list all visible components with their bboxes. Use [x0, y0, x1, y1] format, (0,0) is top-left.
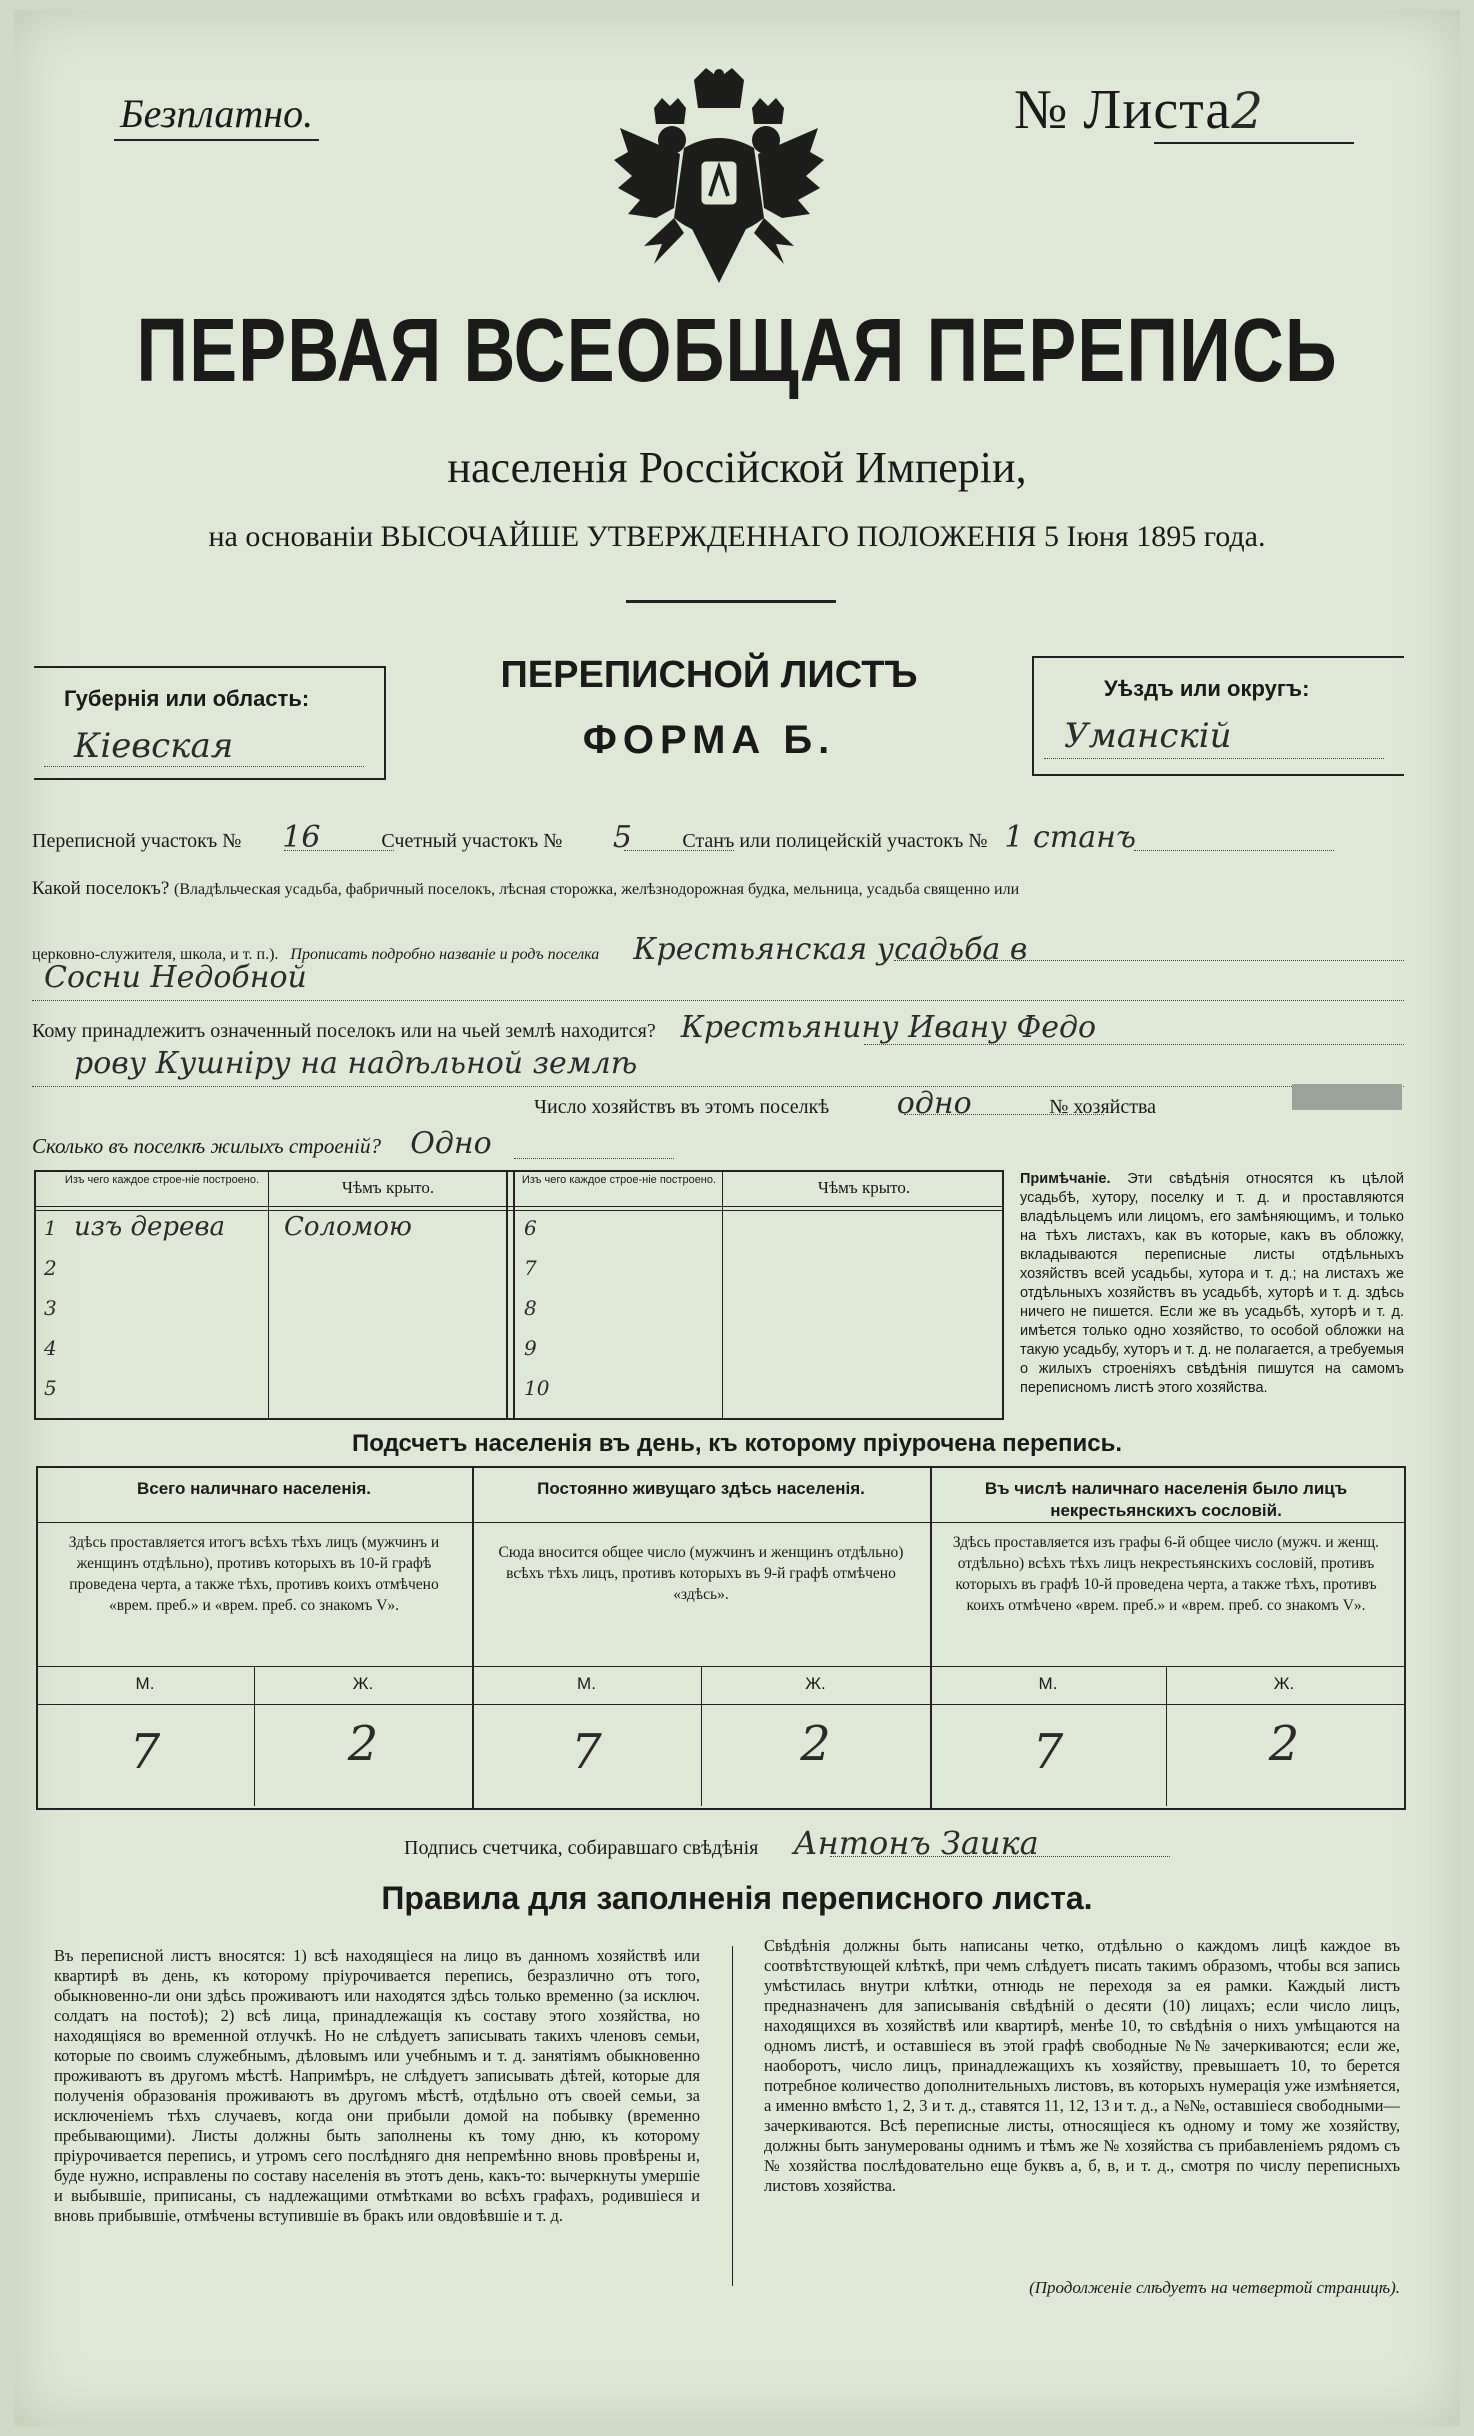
buildings-line [514, 1158, 674, 1159]
count-title: Подсчетъ населенія въ день, къ которому пріурочена перепись. [352, 1430, 1122, 1457]
building-row-number: 2 [44, 1256, 57, 1280]
rules-title: Правила для заполненія переписного листа. [381, 1880, 1093, 1916]
sheet-number-underline [1154, 142, 1354, 144]
households-row [534, 1086, 1414, 1121]
owner-row [32, 1010, 1432, 1045]
count-m-value: 7 [129, 1724, 161, 1780]
building-row-number: 6 [524, 1216, 537, 1240]
building-row-roof: Соломою [284, 1212, 412, 1242]
household-number-box [1292, 1084, 1402, 1110]
form-name: ПЕРЕПИСНОЙ ЛИСТЪ [500, 654, 918, 696]
settlement-instruction: Прописать подробно названіе и родъ поселка [290, 946, 600, 963]
count-col-header: Всего наличнаго населенія. [137, 1479, 371, 1498]
buildings-col-material-2: Изъ чего каждое строе-ніе построено. [521, 1174, 717, 1186]
building-row-material: изъ дерева [74, 1212, 226, 1242]
rules-continued: (Продолженіе слѣдуетъ на четвертой страницѣ). [1029, 2278, 1400, 2297]
households-label: Число хозяйствъ въ этомъ поселкѣ [534, 1096, 830, 1118]
free-label: Безплатно. [114, 90, 319, 141]
building-row-number: 10 [524, 1376, 550, 1400]
count-f-value: 2 [800, 1716, 831, 1772]
header-divider [626, 600, 836, 603]
counting-district-label: Счетный участокъ № [381, 830, 563, 852]
count-f-value: 2 [347, 1716, 379, 1772]
settlement-value-2: Сосни Недобной [44, 960, 307, 995]
buildings-header-line [34, 1206, 1002, 1207]
settlement-line-2 [32, 1000, 1404, 1001]
count-m-value: 7 [1032, 1724, 1064, 1780]
field-line-1 [284, 850, 394, 851]
census-district-value: 16 [282, 820, 321, 855]
count-f-label: Ж. [352, 1674, 374, 1693]
count-m-label: М. [577, 1674, 596, 1693]
settlement-row [32, 878, 1432, 900]
settlement-value-1: Крестьянская усадьба в [633, 932, 1028, 967]
signature-value: Антонъ Заика [793, 1824, 1039, 1862]
field-line-2 [624, 850, 734, 851]
count-mf-line-top [36, 1666, 1404, 1667]
households-value: одно [896, 1086, 972, 1121]
count-header-line [36, 1522, 1404, 1523]
basis-line: на основаніи ВЫСОЧАЙШЕ УТВЕРЖДЕННАГО ПОЛОЖЕНІЯ 5 Іюня 1895 года. [208, 520, 1266, 553]
building-row-number: 9 [524, 1336, 537, 1360]
owner-line-1 [864, 1044, 1404, 1045]
buildings-divider-mid-a [506, 1170, 508, 1418]
signature-label: Подпись счетчика, собиравшаго свѣдѣнія [404, 1837, 759, 1859]
building-row-number: 7 [524, 1256, 537, 1280]
buildings-table [34, 1170, 1004, 1420]
count-f-value: 2 [1268, 1716, 1300, 1772]
stan-value: 1 станъ [1004, 820, 1136, 855]
settlement-line-1 [894, 960, 1404, 961]
page-subtitle: населенія Россійской Имперіи, [447, 443, 1027, 492]
uezd-line [1044, 758, 1384, 759]
count-col-header: Въ числѣ наличнаго населенія было лицъ некрестьянскихъ сословій. [984, 1479, 1348, 1520]
gubernia-line [44, 766, 364, 767]
households-line [904, 1114, 1104, 1115]
buildings-value: Одно [410, 1126, 492, 1161]
sheet-number-text: № Листа [1014, 79, 1232, 141]
buildings-divider-1 [268, 1170, 269, 1418]
building-row-number: 3 [44, 1296, 57, 1320]
count-mf-line-mid [36, 1704, 1404, 1705]
sheet-number-value: 2 [1231, 82, 1265, 140]
buildings-header-line-2 [34, 1210, 1002, 1211]
stan-label: Станъ или полицейскій участокъ № [682, 830, 988, 852]
count-m-value: 7 [571, 1724, 602, 1780]
count-col-header: Постоянно живущаго здѣсь населенія. [537, 1479, 865, 1498]
buildings-question: Сколько въ поселкѣ жилыхъ строеній? [32, 1134, 381, 1158]
buildings-divider-2 [722, 1170, 723, 1418]
uezd-label: Уѣздъ или округъ: [1104, 676, 1310, 701]
count-col-desc: Здѣсь проставляется изъ графы 6-й общее число (мужч. и женщ. отдѣльно) всѣхъ тѣхъ лицъ некрестьянскихъ сословій, противъ которыхъ въ графѣ 10-й проведена черта, а также тѣхъ, противъ коихъ отмѣчено «врем. преб.» и «врем. преб. со знакомъ V». [952, 1534, 1380, 1614]
rules-left: Въ переписной листъ вносятся: 1) всѣ находящіеся на лицо въ данномъ хозяйствѣ или квартирѣ въ день, къ которому пріурочивается перепись, безразлично отъ того, обыкновенно-ли они здѣсь проживаютъ или находятся здѣсь только временно (за исключ. солдатъ на постоѣ); 2) всѣ лица, принадлежащія къ составу этого хозяйства, но находящіяся во временной отлучкѣ. Но не слѣдуетъ записывать такихъ членовъ семьи, которые по своимъ служебнымъ, дѣловымъ или учебнымъ и т. д. занятіямъ обыкновенно проживаютъ въ другомъ мѣстѣ. Напримѣръ, не слѣдуетъ записывать дѣтей, которые для полученія образованія проживаютъ въ другомъ мѣстѣ, отдѣльно отъ своей семьи, за исключеніемъ тѣхъ случаевъ, когда они прибыли домой на побывку (временно пребывающими). Листы должны быть заполнены къ тому дню, къ которому пріурочивается перепись, и утромъ сего послѣдняго дня непремѣнно вновь провѣрены и, буде нужно, исправлены по составу населенія въ этотъ день, какъ-то: вычеркнуты умершіе и выбывшіе, приписаны, съ надлежащими отмѣтками во всѣхъ графахъ, родившіеся и вновь прибывшіе, отмѣчены вступившіе въ бракъ или овдовѣвшіе и т. д. [54, 1946, 700, 2225]
building-row-number: 5 [44, 1376, 57, 1400]
settlement-question: Какой поселокъ? [32, 878, 170, 899]
page-title: ПЕРВАЯ ВСЕОБЩАЯ ПЕРЕПИСЬ [136, 301, 1338, 401]
gubernia-label: Губернія или область: [64, 686, 310, 711]
owner-value-2: рову Кушніру на надѣльной землѣ [74, 1046, 638, 1081]
count-mf-divider [1166, 1666, 1167, 1806]
count-mf-divider [701, 1666, 702, 1806]
buildings-divider-mid-b [513, 1170, 515, 1418]
rules-divider [732, 1946, 733, 2286]
gubernia-value: Кіевская [74, 726, 234, 766]
buildings-row [32, 1126, 492, 1161]
note-text: Эти свѣдѣнія относятся къ цѣлой усадьбѣ, хутору, поселку и т. д. и проставляются владѣльцемъ или лицомъ, его замѣняющимъ, и только на тѣхъ листахъ, как въ которые, какъ въ обложку, вкладываются переписные листы отдѣльныхъ хозяйствъ всей усадьбы, хутора и т. д.; на листахъ же отдѣльныхъ хозяйствъ въ усадьбѣ, хуторѣ и т. д. здѣсь ничего не пишется. Если же въ усадьбѣ, хуторѣ и т. д. имѣется только одно хозяйство, то особой обложки на такую усадьбу, хуторъ и т. д. не полагается, а требуемыя о жилыхъ строеніяхъ свѣдѣнія пишутся на самомъ переписномъ листѣ этого хозяйства. [1020, 1171, 1404, 1396]
uezd-value: Уманскій [1064, 716, 1232, 756]
buildings-col-roof-2: Чѣмъ крыто. [817, 1178, 911, 1197]
count-col-desc: Сюда вносится общее число (мужчинъ и женщинъ отдѣльно) всѣхъ тѣхъ лицъ, противъ которыхъ въ 9-й графѣ отмѣчено «здѣсь». [498, 1544, 904, 1603]
settlement-hint-2: церковно-служителя, школа, и т. п.). [32, 946, 279, 963]
owner-value-1: Крестьянину Ивану Федо [680, 1010, 1097, 1045]
settlement-hint: (Владѣльческая усадьба, фабричный поселокъ, лѣсная сторожка, желѣзнодорожная будка, мельница, усадьба священно или [174, 881, 1020, 898]
counting-district-value: 5 [612, 820, 632, 855]
buildings-col-material: Изъ чего каждое строе-ніе построено. [64, 1174, 260, 1186]
buildings-note [1020, 1170, 1404, 1398]
building-row-number: 8 [524, 1296, 537, 1320]
field-line-3 [1134, 850, 1334, 851]
sheet-number-label [1014, 78, 1264, 142]
rules-right: Свѣдѣнія должны быть написаны четко, отдѣльно о каждомъ лицѣ каждое въ соотвѣтствующей клѣткѣ, при чемъ слѣдуетъ писать такимъ образомъ, чтобы вся запись умѣстилась внутри клѣтки, отнюдь не переходя за ея рамки. Каждый листъ предназначенъ для записыванія свѣдѣній о десяти (10) лицахъ; если число лицъ, находящихся въ хозяйствѣ или квартирѣ, менѣе 10, то свѣдѣнія о нихъ умѣщаются на одномъ листѣ, и оставшіеся въ этой графѣ свободные №№ зачеркиваются; если же, наоборотъ, число лицъ, принадлежащихъ къ хозяйству, превышаетъ 10, то берется потребное количество дополнительныхъ листовъ, въ которыхъ нумерація уже измѣняется, а именно вмѣсто 1, 2, 3 и т. д., ставятся 11, 12, 13 и т. д., а №№, оставшіеся свободными—зачеркиваются. Всѣ переписные листы, относящіеся къ одному и тому же хозяйству, должны быть занумерованы однимъ и тѣмъ же № хозяйства съ прибавленіемъ рядомъ съ № хозяйства послѣдовательно еще буквъ а, б, в, и т. д., смотря по числу переписныхъ листовъ хозяйства. [764, 1936, 1400, 2195]
buildings-col-roof: Чѣмъ крыто. [341, 1178, 435, 1197]
count-m-label: М. [1038, 1674, 1058, 1693]
double-headed-eagle-icon [614, 68, 824, 298]
household-number-label: № хозяйства [1049, 1096, 1157, 1118]
census-sheet [14, 10, 1460, 2426]
count-mf-divider [254, 1666, 255, 1806]
note-label: Примѣчаніе. [1020, 1171, 1111, 1187]
building-row-number: 1 [44, 1216, 57, 1240]
count-col-desc: Здѣсь проставляется итогъ всѣхъ тѣхъ лицъ (мужчинъ и женщинъ отдѣльно), противъ которыхъ въ 10-й графѣ проведена черта, а также тѣхъ, противъ коихъ отмѣчено «врем. преб.» и «врем. преб. со знакомъ V». [68, 1534, 440, 1614]
signature-line [830, 1856, 1170, 1857]
census-district-label: Переписной участокъ № [32, 830, 242, 852]
count-f-label: Ж. [1273, 1674, 1295, 1693]
form-label: ФОРМА Б. [582, 718, 836, 762]
building-row-number: 4 [44, 1336, 57, 1360]
count-m-label: М. [135, 1674, 155, 1693]
owner-question: Кому принадлежитъ означенный поселокъ или на чьей землѣ находится? [32, 1020, 656, 1042]
count-f-label: Ж. [805, 1674, 826, 1693]
